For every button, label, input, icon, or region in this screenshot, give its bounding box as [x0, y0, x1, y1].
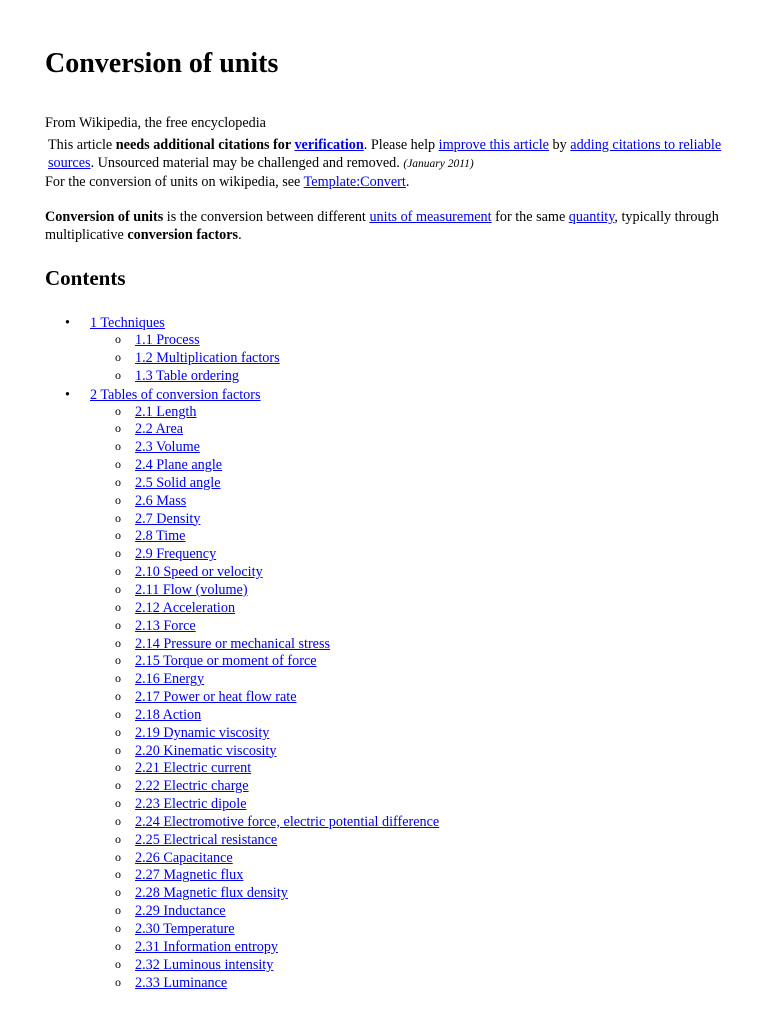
lead-text-4: . [238, 227, 242, 243]
toc-subsection-link[interactable]: 2.5 Solid angle [135, 474, 221, 491]
toc-subsection-link[interactable]: 2.13 Force [135, 617, 196, 634]
toc-subsection-link[interactable]: 2.23 Electric dipole [135, 796, 247, 813]
toc-subsection-link[interactable]: 2.30 Temperature [135, 921, 235, 937]
toc-subsection [90, 528, 768, 546]
toc-subsection-link[interactable]: 2.16 Energy [135, 671, 205, 688]
toc-subsection [90, 546, 768, 564]
quantity-link[interactable]: quantity [568, 209, 615, 225]
toc-subsection [90, 725, 768, 743]
toc-subsection-link[interactable]: 2.6 Mass [135, 492, 187, 509]
toc-subsection-link[interactable]: 2.22 Electric charge [135, 778, 249, 795]
toc-subsection-link[interactable]: 2.32 Luminous intensity [135, 956, 274, 973]
toc-subsection-link[interactable]: 2.8 Time [135, 528, 186, 545]
toc-section [45, 314, 768, 386]
toc-subsection [90, 885, 768, 903]
toc-subsection [90, 760, 768, 778]
toc-subsection [90, 957, 768, 975]
toc-subsection [90, 850, 768, 868]
toc-subsection [90, 618, 768, 636]
toc-subsection [90, 921, 768, 939]
toc-subsection-link[interactable]: 2.27 Magnetic flux [135, 867, 244, 884]
toc-subsection-link[interactable]: 2.25 Electrical resistance [135, 831, 278, 848]
toc-subsection [90, 439, 768, 457]
toc-subsection-link[interactable]: 2.20 Kinematic viscosity [135, 742, 277, 759]
toc-subsection-link[interactable]: 2.21 Electric current [135, 760, 252, 777]
toc-subsection [90, 511, 768, 529]
toc-section [45, 386, 768, 993]
toc-subsection-link[interactable]: 2.3 Volume [135, 439, 200, 456]
template-convert-link[interactable]: Template:Convert [303, 174, 406, 190]
hatnote-text: For the conversion of units on wikipedia, see [45, 174, 304, 190]
toc-subsection [90, 814, 768, 832]
contents-heading: Contents [45, 266, 126, 290]
toc-subsection [90, 600, 768, 618]
lead-text-1: is the conversion between different [163, 209, 370, 225]
toc-subsection-list [90, 404, 768, 993]
toc-subsection-link[interactable]: 2.1 Length [135, 403, 197, 420]
toc-subsection-link[interactable]: 2.11 Flow (volume) [135, 581, 248, 598]
toc-subsection [90, 707, 768, 725]
toc-subsection [90, 457, 768, 475]
page-title: Conversion of units [45, 48, 279, 79]
toc-subsection-link[interactable]: 2.12 Acceleration [135, 599, 236, 616]
toc-section-link[interactable]: 2 Tables of conversion factors [90, 386, 261, 403]
toc-subsection-list [90, 332, 768, 386]
toc-subsection [90, 671, 768, 689]
toc-subsection [90, 867, 768, 885]
lead-text-3: , typically through multiplicative [45, 209, 719, 243]
hatnote [45, 173, 768, 191]
toc-subsection-link[interactable]: 2.24 Electromotive force, electric potential difference [135, 813, 440, 830]
toc-subsection [90, 350, 768, 368]
toc-subsection-link[interactable]: 1.3 Table ordering [135, 367, 239, 384]
lead-bold-factors: conversion factors [127, 227, 239, 243]
toc-subsection [90, 636, 768, 654]
lead-text-2: for the same [491, 209, 569, 225]
toc-subsection-link[interactable]: 2.2 Area [135, 421, 184, 438]
toc-subsection-link[interactable]: 2.18 Action [135, 706, 202, 723]
lead-bold-term: Conversion of units [45, 209, 164, 225]
toc-subsection [90, 778, 768, 796]
toc-subsection-link[interactable]: 1.1 Process [135, 332, 200, 348]
toc-subsection-link[interactable]: 1.2 Multiplication factors [135, 349, 280, 366]
toc-subsection [90, 493, 768, 511]
toc-section-link[interactable]: 1 Techniques [90, 315, 165, 331]
improve-article-link[interactable]: improve this article [438, 137, 549, 153]
notice-bold: needs additional citations for [115, 137, 295, 153]
toc-subsection-link[interactable]: 2.28 Magnetic flux density [135, 885, 288, 902]
toc-subsection [90, 653, 768, 671]
toc-subsection [90, 743, 768, 761]
hatnote-end: . [405, 174, 410, 190]
table-of-contents [45, 314, 768, 992]
toc-subsection-link[interactable]: 2.4 Plane angle [135, 457, 223, 474]
toc-subsection [90, 582, 768, 600]
toc-subsection [90, 368, 768, 386]
toc-subsection-link[interactable]: 2.15 Torque or moment of force [135, 653, 317, 670]
toc-subsection-link[interactable]: 2.19 Dynamic viscosity [135, 724, 270, 741]
toc-subsection-link[interactable]: 2.33 Luminance [135, 974, 228, 991]
notice-mid: . Please help [363, 137, 439, 153]
toc-subsection [90, 796, 768, 814]
toc-subsection [90, 689, 768, 707]
toc-subsection [90, 332, 768, 350]
notice-lead: This article [48, 137, 116, 153]
site-sub: From Wikipedia, the free encyclopedia [45, 115, 266, 131]
notice-date: (January 2011) [403, 158, 474, 170]
toc-subsection [90, 404, 768, 422]
citation-notice [48, 136, 728, 173]
toc-subsection-link[interactable]: 2.29 Inductance [135, 903, 226, 920]
toc-subsection-link[interactable]: 2.26 Capacitance [135, 849, 233, 866]
units-of-measurement-link[interactable]: units of measurement [369, 209, 492, 225]
toc-subsection [90, 564, 768, 582]
toc-subsection [90, 475, 768, 493]
verification-link[interactable]: verification [294, 137, 364, 153]
toc-subsection-link[interactable]: 2.10 Speed or velocity [135, 564, 263, 581]
toc-subsection [90, 832, 768, 850]
toc-subsection [90, 939, 768, 957]
toc-subsection-link[interactable]: 2.14 Pressure or mechanical stress [135, 635, 331, 652]
toc-subsection-link[interactable]: 2.9 Frequency [135, 546, 217, 563]
toc-subsection [90, 975, 768, 993]
adding-citations-link[interactable]: adding citations to reliable sources [48, 137, 722, 171]
toc-subsection [90, 421, 768, 439]
toc-subsection-link[interactable]: 2.31 Information entropy [135, 938, 279, 955]
toc-subsection-link[interactable]: 2.7 Density [135, 510, 201, 527]
lead-paragraph [45, 208, 725, 244]
notice-by: by [548, 137, 571, 153]
notice-tail: . Unsourced material may be challenged and removed. [90, 155, 404, 171]
toc-subsection-link[interactable]: 2.17 Power or heat flow rate [135, 689, 297, 706]
toc-subsection [90, 903, 768, 921]
